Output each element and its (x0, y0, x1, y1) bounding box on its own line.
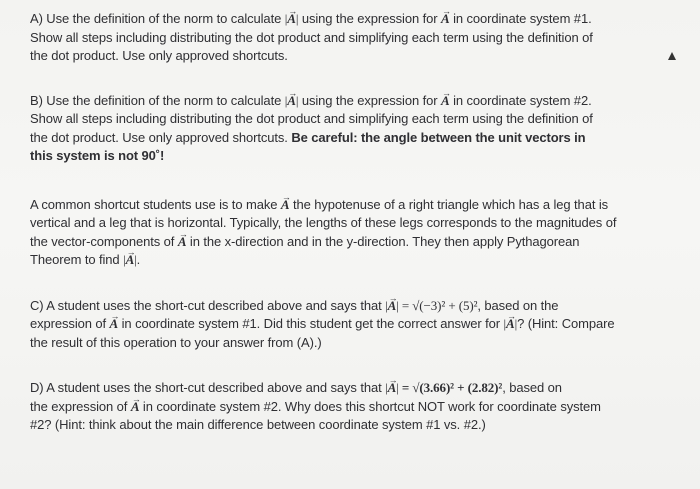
vector-a: → A (287, 93, 296, 108)
text: B) Use the definition of the norm to calculate (30, 92, 285, 108)
shortcut-line-4 (30, 251, 630, 270)
abs-bar: | (284, 11, 288, 26)
abs-bar: | (134, 252, 137, 267)
text: the dot product. Use only approved shortcuts. (30, 129, 292, 145)
cursor-icon (668, 52, 676, 60)
vector-a: → A (131, 399, 140, 414)
norm-expression: = √(−3)² + (5)² (398, 297, 478, 313)
part-b-line-1 (30, 92, 630, 111)
abs-bar: | (284, 92, 288, 108)
text: the vector-components of (30, 233, 178, 249)
text: expression of (30, 316, 110, 331)
abs-bar: | (396, 297, 399, 313)
abs-bar: | (503, 316, 506, 331)
part-c (30, 297, 630, 353)
abs-bar: | (295, 11, 299, 26)
text: in coordinate system #1. Did this student get the correct answer for (118, 316, 504, 331)
part-b-line-3 (30, 129, 630, 148)
text: D) A student uses the short-cut described above and says that (30, 380, 386, 395)
abs-bar: | (123, 252, 126, 267)
vector-a: → A (178, 234, 187, 249)
text: A common shortcut students use is to make (30, 196, 281, 212)
vector-a: → A (287, 11, 296, 26)
shortcut-line-2: vertical and a leg that is horizontal. Typically, the lengths of these legs corresponds to the magnitudes of (30, 215, 617, 230)
text: ? (Hint: Compare (517, 316, 615, 331)
vector-a: → A (506, 316, 515, 331)
part-b-line-4 (30, 147, 630, 166)
shortcut-line-1 (30, 196, 630, 215)
vector-a: → A (281, 197, 290, 212)
text: , based on (502, 380, 562, 395)
part-a-line-3: the dot product. Use only approved shortcuts. (30, 48, 288, 63)
text: using the expression for (298, 92, 441, 108)
shortcut-line-3 (30, 233, 630, 252)
text: . (136, 252, 141, 267)
abs-bar: | (514, 316, 518, 331)
abs-bar: | (385, 297, 388, 313)
problem-text (30, 8, 630, 435)
part-c-line-2 (30, 315, 630, 334)
part-d (30, 379, 630, 435)
part-a-line-1 (30, 10, 630, 29)
part-a-line-2: Show all steps including distributing the dot product and simplifying each term using the definition of (30, 29, 593, 45)
text: using the expression for (298, 11, 441, 26)
part-d-line-1 (30, 379, 630, 398)
part-d-line-3: #2? (Hint: think about the main difference between coordinate system #1 vs. #2.) (30, 417, 486, 432)
vector-a: → A (388, 380, 397, 395)
text: Theorem to find (30, 252, 124, 267)
part-b (30, 92, 630, 166)
text: in coordinate system #2. Why does this shortcut NOT work for coordinate system (139, 398, 601, 414)
text: in coordinate system #2. (449, 92, 592, 108)
abs-bar: | (385, 380, 388, 395)
text: the hypotenuse of a right triangle which has a leg that is (289, 196, 609, 212)
warning-text: Be careful: the angle between the unit vectors in (291, 129, 586, 145)
vector-a: → A (441, 11, 450, 26)
abs-bar: | (396, 380, 399, 395)
text: the expression of (30, 398, 131, 414)
vector-a: → A (126, 252, 135, 267)
part-c-line-1 (30, 297, 630, 316)
part-c-line-3: the result of this operation to your answer from (A).) (30, 334, 322, 350)
vector-a: → A (110, 316, 119, 331)
norm-expression: = √(3.66)² + (2.82)² (398, 380, 503, 395)
part-b-line-2: Show all steps including distributing the dot product and simplifying each term using the definition of (30, 111, 593, 126)
vector-a: → A (441, 93, 450, 108)
abs-bar: | (295, 92, 299, 108)
part-d-line-2 (30, 398, 630, 417)
warning-text: this system is not 90˚! (30, 148, 165, 163)
text: in the x-direction and in the y-direction. They then apply Pythagorean (186, 233, 580, 249)
text: C) A student uses the short-cut described above and says that (30, 297, 386, 313)
shortcut-description (30, 196, 630, 270)
part-a (30, 10, 630, 66)
text: in coordinate system #1. (449, 11, 592, 26)
vector-a: → A (388, 298, 397, 313)
text: , based on the (477, 297, 559, 313)
text: A) Use the definition of the norm to calculate (30, 11, 285, 26)
